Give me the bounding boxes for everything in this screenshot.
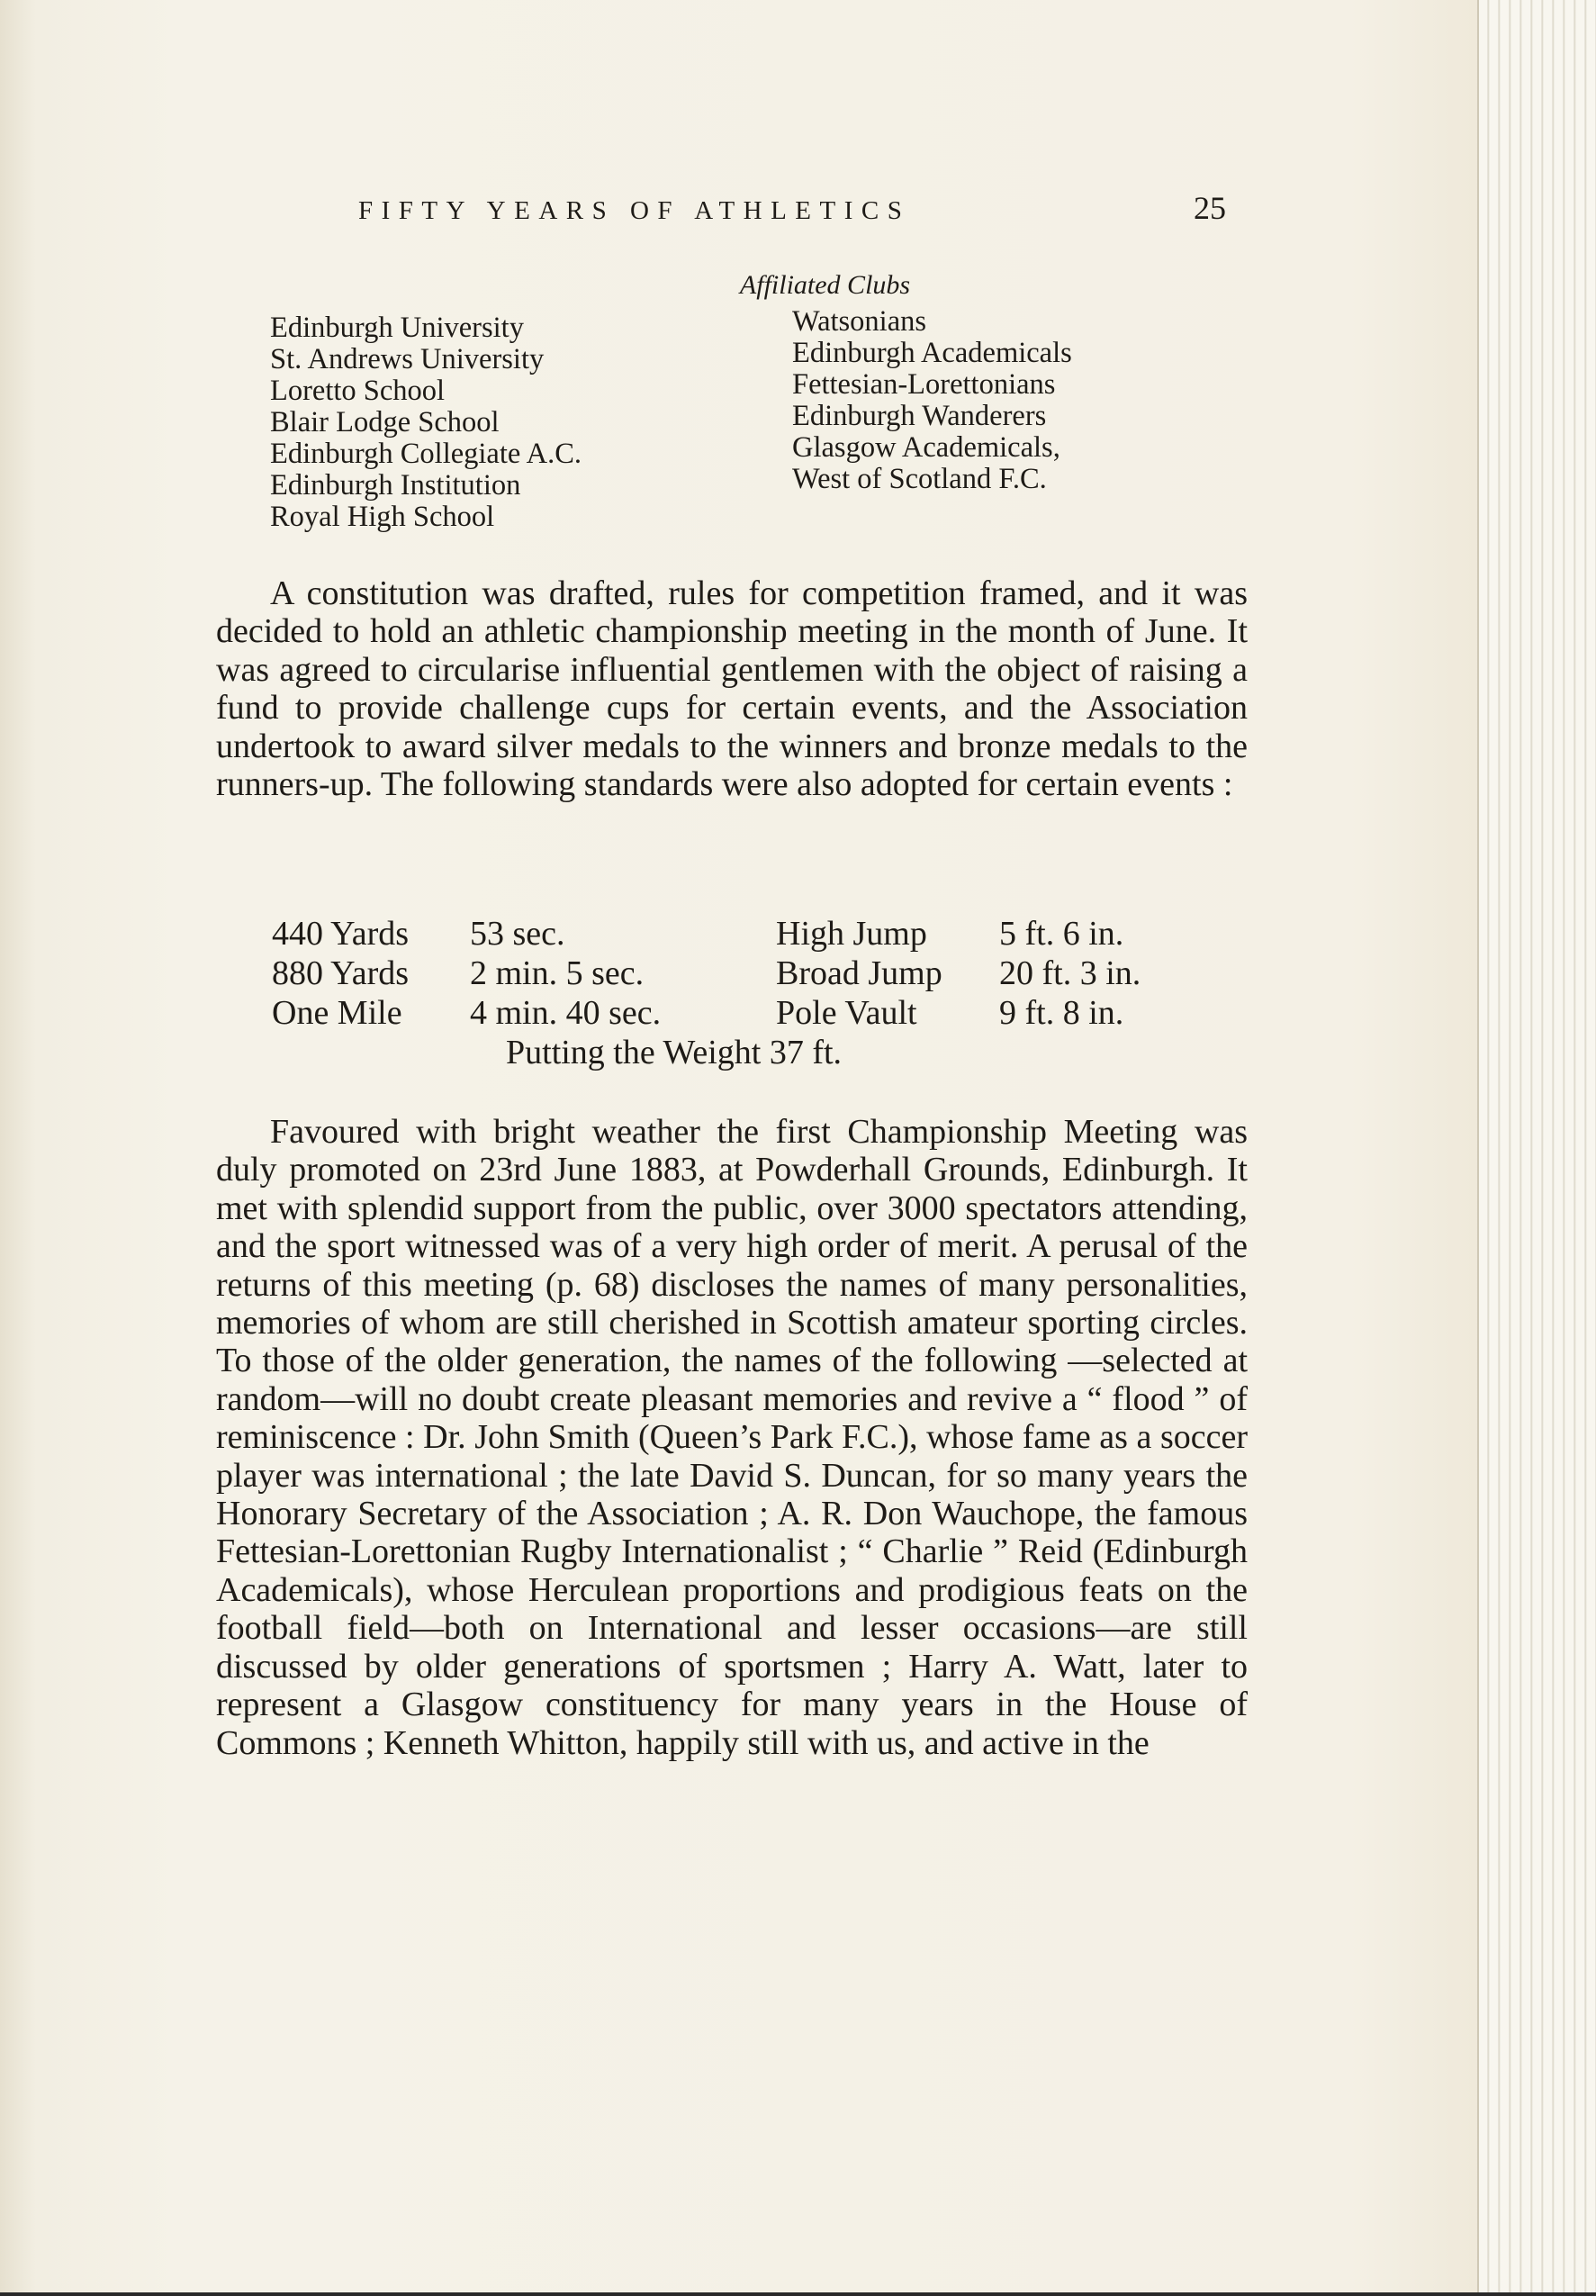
page-edges xyxy=(1477,0,1596,2296)
standard-event: 880 Yards xyxy=(272,954,410,992)
club-item: Edinburgh Collegiate A.C. xyxy=(270,438,582,470)
standard-value: 5 ft. 6 in. xyxy=(999,915,1124,953)
running-title: FIFTY YEARS OF ATHLETICS xyxy=(358,196,911,225)
clubs-left-column xyxy=(270,312,582,533)
standards-row xyxy=(272,993,1262,1033)
standard-value: 4 min. 40 sec. xyxy=(470,994,662,1032)
standards-row xyxy=(272,954,1262,993)
standards-table xyxy=(272,914,1262,1071)
scan-edge xyxy=(0,2292,1596,2296)
club-item: St. Andrews University xyxy=(270,343,545,375)
standard-value: 9 ft. 8 in. xyxy=(999,994,1124,1032)
standard-value: 53 sec. xyxy=(470,915,565,953)
club-item: Edinburgh Institution xyxy=(270,469,521,502)
club-item: Watsonians xyxy=(792,305,927,338)
standard-event: One Mile xyxy=(272,994,402,1032)
club-item: Fettesian-Lorettonians xyxy=(792,368,1056,401)
standard-event: High Jump xyxy=(776,915,927,953)
standard-value: 2 min. 5 sec. xyxy=(470,954,645,992)
club-item: West of Scotland F.C. xyxy=(792,463,1047,495)
standards-row xyxy=(272,914,1262,954)
club-item: Blair Lodge School xyxy=(270,406,500,438)
club-item: Edinburgh University xyxy=(270,312,524,344)
clubs-right-column xyxy=(792,306,1072,495)
paragraph-constitution: A constitution was drafted, rules for competition framed, and it was decided to hold an athletic championship meeting in the month of June. It was agreed to circularise influential gentlemen with the object of raising a fund to provide challenge cups for certain events, and the Association undertook to award silver medals to the winners and bronze medals to the runners-up. The following standards were also adopted for certain events : xyxy=(216,574,1248,804)
club-item: Glasgow Academicals, xyxy=(792,431,1060,464)
page-number: 25 xyxy=(1194,190,1226,226)
standard-event: 440 Yards xyxy=(272,915,410,953)
standard-value: 20 ft. 3 in. xyxy=(999,954,1141,992)
section-title: Affiliated Clubs xyxy=(739,270,911,300)
club-item: Royal High School xyxy=(270,501,495,533)
club-item: Loretto School xyxy=(270,375,446,407)
club-item: Edinburgh Academicals xyxy=(792,337,1072,369)
standard-event: Pole Vault xyxy=(776,994,917,1032)
standard-weight: Putting the Weight 37 ft. xyxy=(506,1034,843,1071)
paragraph-first-meeting: Favoured with bright weather the first Championship Meeting was duly promoted on 23rd June 1883, at Powderhall Grounds, Edinburgh. It met with splendid support from the public, over 3000 spectators attending, and the sport witnessed was of a very high order of merit. A perusal of the returns of this meeting (p. 68) discloses the names of many personalities, memories of whom are still cherished in Scottish amateur sporting circles. To those of the older generation, the names of the following —selected at random—will no doubt create pleasant memories and revive a “ flood ” of reminiscence : Dr. John Smith (Queen’s Park F.C.), whose fame as a soccer player was international ; the late David S. Duncan, for so many years the Honorary Secretary of the Association ; A. R. Don Wauchope, the famous Fettesian-Lorettonian Rugby Internationalist ; “ Charlie ” Reid (Edinburgh Academicals), whose Herculean proportions and prodigious feats on the football field—both on International and lesser occasions—are still discussed by older generations of sportsmen ; Harry A. Watt, later to represent a Glasgow constituency for many years in the House of Commons ; Kenneth Whitton, happily still with us, and active in the xyxy=(216,1113,1248,1762)
standard-event: Broad Jump xyxy=(776,954,942,992)
club-item: Edinburgh Wanderers xyxy=(792,400,1047,432)
